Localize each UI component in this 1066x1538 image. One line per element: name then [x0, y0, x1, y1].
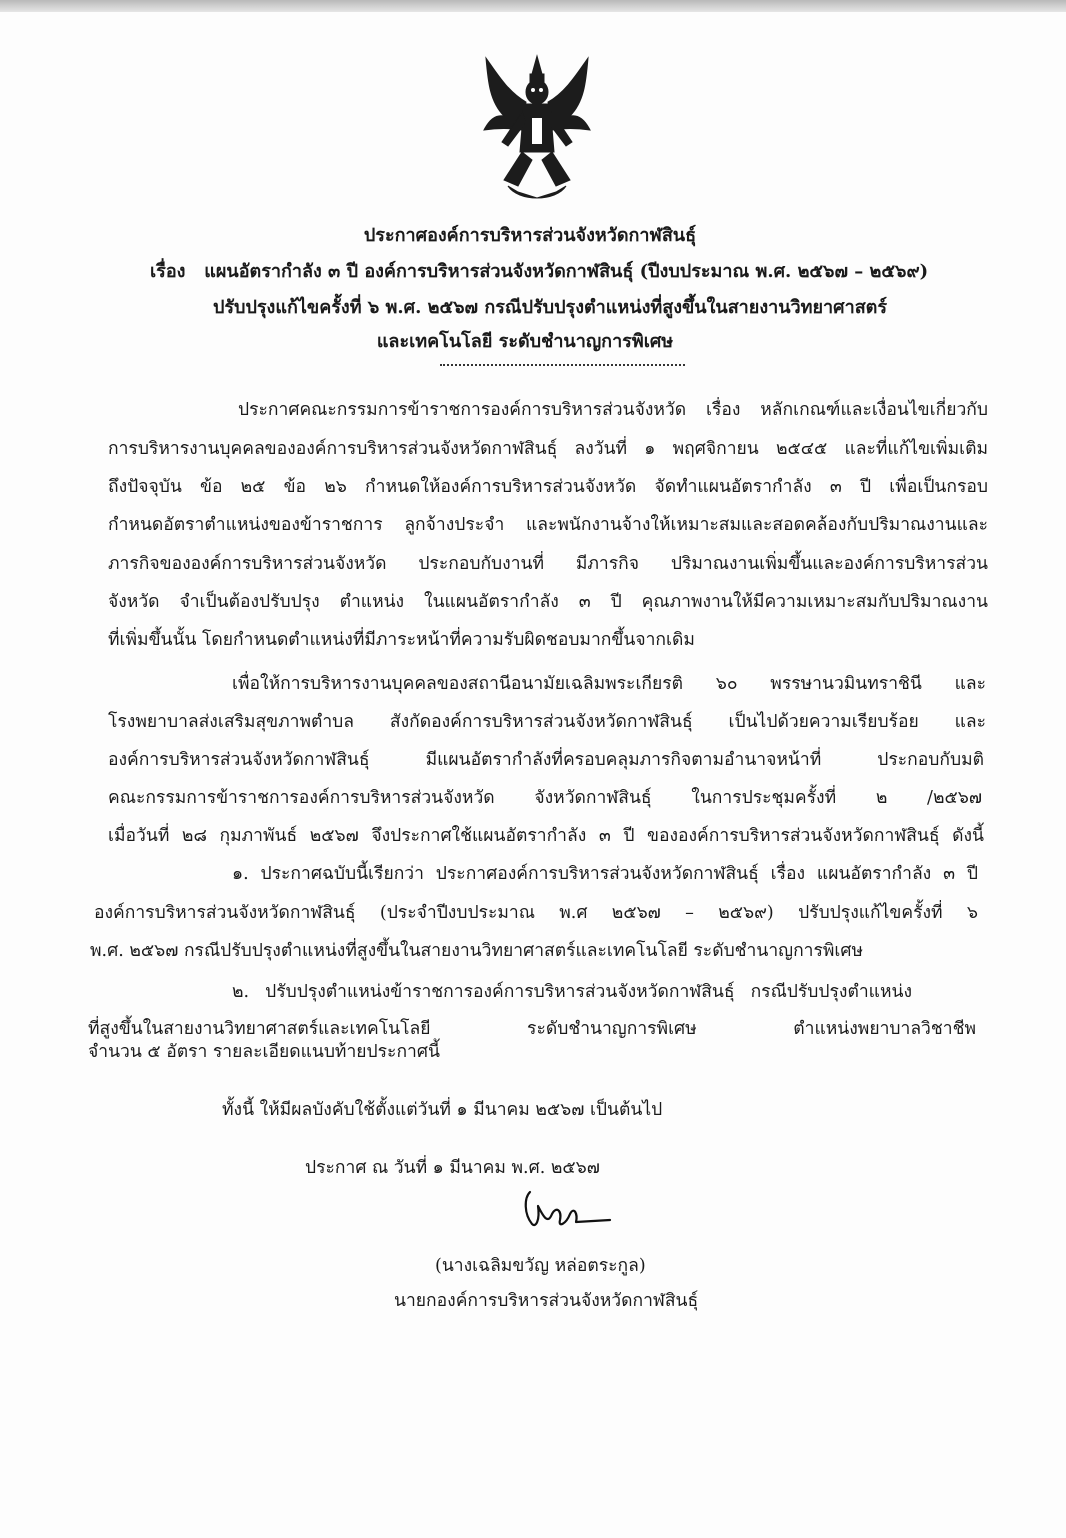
body-line-1: ประกาศคณะกรรมการข้าราชการองค์การบริหารส่วนจังหวัด เรื่อง หลักเกณฑ์และเงื่อนไขเกี่ยวกับ [238, 400, 988, 420]
subject-line-2: ปรับปรุงแก้ไขครั้งที่ ๖ พ.ศ. ๒๕๖๗ กรณีปรับปรุงตำแหน่งที่สูงขึ้นในสายงานวิทยาศาสตร์ [212, 297, 888, 318]
body-line-8: เพื่อให้การบริหารงานบุคคลของสถานีอนามัยเฉลิมพระเกียรติ ๖๐ พรรษานวมินทราชินี และ [232, 674, 986, 694]
signer-position: นายกองค์การบริหารส่วนจังหวัดกาฬสินธุ์ [394, 1291, 699, 1311]
body-line-12: เมื่อวันที่ ๒๘ กุมภาพันธ์ ๒๕๖๗ จึงประกาศใช้แผนอัตรากำลัง ๓ ปี ขององค์การบริหารส่วนจังหวัดกาฬสินธุ์ ดังนี้ [108, 826, 984, 846]
subject-line-1 [150, 256, 980, 285]
body-line-3: ถึงปัจจุบัน ข้อ ๒๕ ข้อ ๒๖ กำหนดให้องค์การบริหารส่วนจังหวัด จัดทำแผนอัตรากำลัง ๓ ปี เพื่อเป็นกรอบ [108, 477, 988, 497]
body-line-9: โรงพยาบาลส่งเสริมสุขภาพตำบล สังกัดองค์การบริหารส่วนจังหวัดกาฬสินธุ์ เป็นไปด้วยความเรียบร้อย และ [108, 712, 986, 732]
title-divider [440, 364, 685, 366]
subject-text-1: แผนอัตรากำลัง ๓ ปี องค์การบริหารส่วนจังหวัดกาฬสินธุ์ (ปีงบประมาณ พ.ศ. ๒๕๖๗ – ๒๕๖๙) [204, 261, 929, 282]
body-line-4: กำหนดอัตราตำแหน่งของข้าราชการ ลูกจ้างประจำ และพนักงานจ้างให้เหมาะสมและสอดคล้องกับปริมาณงานและ [108, 515, 988, 535]
signature-mark [518, 1184, 614, 1234]
clause-2-line-1: ๒. ปรับปรุงตำแหน่งข้าราชการองค์การบริหารส่วนจังหวัดกาฬสินธุ์ กรณีปรับปรุงตำแหน่ง [232, 982, 912, 1002]
effective-date-text: ทั้งนี้ ให้มีผลบังคับใช้ตั้งแต่วันที่ ๑ มีนาคม ๒๕๖๗ เป็นต้นไป [222, 1100, 663, 1120]
garuda-emblem-icon [478, 52, 596, 204]
signer-name: (นางเฉลิมขวัญ หล่อตระกูล) [435, 1256, 646, 1276]
body-line-2: การบริหารงานบุคคลขององค์การบริหารส่วนจังหวัดกาฬสินธุ์ ลงวันที่ ๑ พฤศจิกายน ๒๕๔๕ และที่แก้ไขเพิ่มเติม [108, 439, 988, 459]
clause-1-line-1: ๑. ประกาศฉบับนี้เรียกว่า ประกาศองค์การบริหารส่วนจังหวัดกาฬสินธุ์ เรื่อง แผนอัตรากำลัง ๓ ปี [232, 864, 978, 884]
window-top-bar [0, 0, 1066, 12]
clause-1-line-2: องค์การบริหารส่วนจังหวัดกาฬสินธุ์ (ประจำปีงบประมาณ พ.ศ ๒๕๖๗ – ๒๕๖๙) ปรับปรุงแก้ไขครั้งที่ ๖ [94, 903, 978, 923]
announce-date-text: ประกาศ ณ วันที่ ๑ มีนาคม พ.ศ. ๒๕๖๗ [305, 1158, 600, 1178]
body-line-10: องค์การบริหารส่วนจังหวัดกาฬสินธุ์ มีแผนอัตรากำลังที่ครอบคลุมภารกิจตามอำนาจหน้าที่ ประกอบกับมติ [108, 750, 984, 770]
subject-line-3: และเทคโนโลยี ระดับชำนาญการพิเศษ [376, 331, 674, 352]
announcement-title: ประกาศองค์การบริหารส่วนจังหวัดกาฬสินธุ์ [363, 225, 697, 246]
body-line-11: คณะกรรมการข้าราชการองค์การบริหารส่วนจังหวัด จังหวัดกาฬสินธุ์ ในการประชุมครั้งที่ ๒ /๒๕๖๗ [108, 788, 982, 808]
body-line-7: ที่เพิ่มขึ้นนั้น โดยกำหนดตำแหน่งที่มีภาระหน้าที่ความรับผิดชอบมากขึ้นจากเดิม [108, 630, 695, 650]
clause-2-line-3: จำนวน ๕ อัตรา รายละเอียดแนบท้ายประกาศนี้ [88, 1042, 440, 1062]
clause-2-line-2: ที่สูงขึ้นในสายงานวิทยาศาสตร์และเทคโนโลยี ระดับชำนาญการพิเศษ ตำแหน่งพยาบาลวิชาชีพ [88, 1019, 976, 1039]
body-line-5: ภารกิจขององค์การบริหารส่วนจังหวัด ประกอบกับงานที่ มีภารกิจ ปริมาณงานเพิ่มขึ้นและองค์การบริหารส่วน [108, 554, 988, 574]
subject-label: เรื่อง [150, 261, 186, 282]
clause-1-line-3: พ.ศ. ๒๕๖๗ กรณีปรับปรุงตำแหน่งที่สูงขึ้นในสายงานวิทยาศาสตร์และเทคโนโลยี ระดับชำนาญการพิเศษ [90, 941, 864, 961]
body-line-6: จังหวัด จำเป็นต้องปรับปรุง ตำแหน่ง ในแผนอัตรากำลัง ๓ ปี คุณภาพงานให้มีความเหมาะสมกับปริมาณงาน [108, 592, 988, 612]
